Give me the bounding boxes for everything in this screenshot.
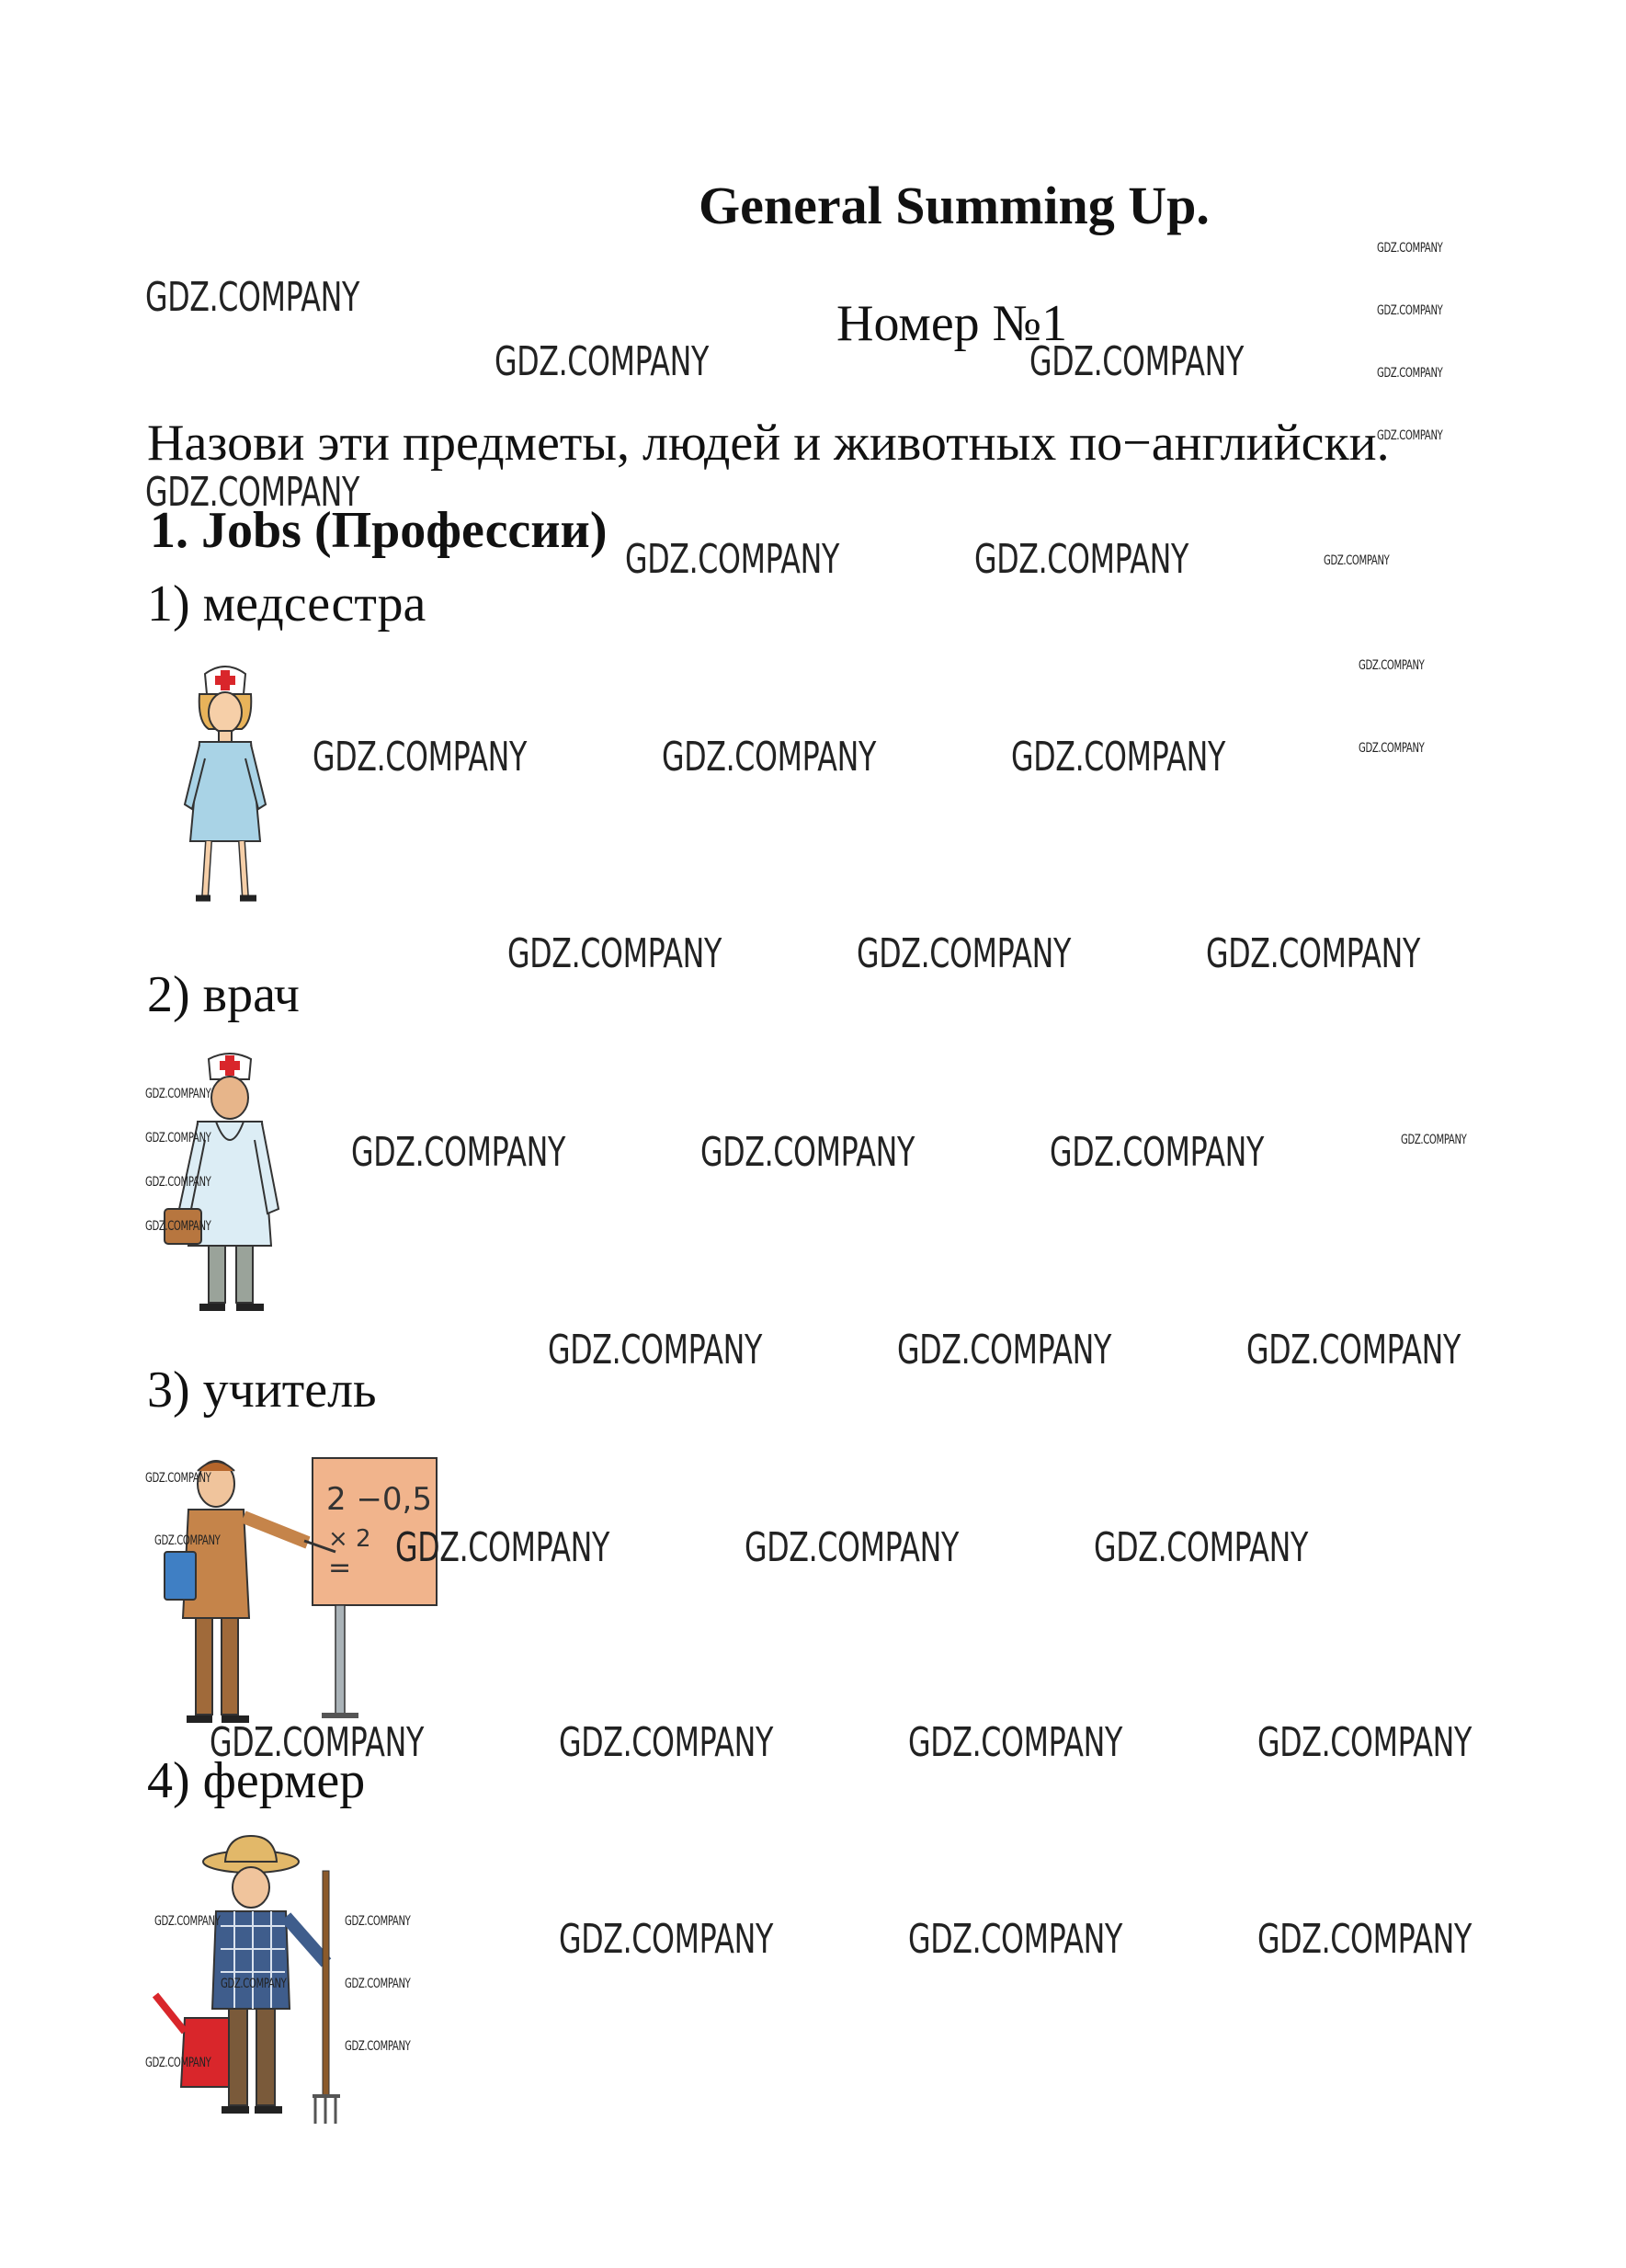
page-title: General Summing Up. [699,176,1210,235]
board-line-3: = [328,1552,352,1584]
watermark: GDZ.COMPANY [1257,1916,1472,1963]
watermark: GDZ.COMPANY [1359,741,1425,756]
watermark: GDZ.COMPANY [1324,553,1390,568]
watermark: GDZ.COMPANY [908,1916,1122,1963]
watermark: GDZ.COMPANY [313,734,527,781]
watermark: GDZ.COMPANY [1377,241,1443,256]
watermark: GDZ.COMPANY [145,469,359,516]
watermark: GDZ.COMPANY [345,1977,411,1991]
watermark: GDZ.COMPANY [897,1327,1111,1373]
watermark: GDZ.COMPANY [145,1471,211,1486]
watermark: GDZ.COMPANY [154,1914,221,1929]
watermark: GDZ.COMPANY [1206,930,1420,977]
watermark: GDZ.COMPANY [351,1129,565,1176]
watermark: GDZ.COMPANY [345,2039,411,2054]
watermark: GDZ.COMPANY [495,338,709,385]
watermark: GDZ.COMPANY [1401,1133,1467,1147]
watermark: GDZ.COMPANY [1257,1719,1472,1766]
watermark: GDZ.COMPANY [1246,1327,1461,1373]
watermark: GDZ.COMPANY [1029,338,1244,385]
teacher-illustration [152,1443,455,1733]
watermark: GDZ.COMPANY [1094,1524,1308,1571]
watermark: GDZ.COMPANY [908,1719,1122,1766]
watermark: GDZ.COMPANY [145,274,359,321]
watermark: GDZ.COMPANY [662,734,876,781]
nurse-illustration [152,657,299,933]
watermark: GDZ.COMPANY [1011,734,1225,781]
watermark: GDZ.COMPANY [857,930,1071,977]
watermark: GDZ.COMPANY [145,1175,211,1190]
item-label-nurse: 1) медсестра [147,576,426,633]
section-heading: 1. Jobs (Профессии) [150,502,608,559]
item-label-teacher: 3) учитель [147,1362,377,1419]
watermark: GDZ.COMPANY [625,536,839,583]
watermark: GDZ.COMPANY [145,1219,211,1234]
exercise-number: Номер №1 [836,295,1068,352]
watermark: GDZ.COMPANY [210,1719,424,1766]
watermark: GDZ.COMPANY [548,1327,762,1373]
watermark: GDZ.COMPANY [1377,428,1443,443]
item-label-doctor: 2) врач [147,966,300,1023]
watermark: GDZ.COMPANY [154,1533,221,1548]
watermark: GDZ.COMPANY [145,1131,211,1145]
watermark: GDZ.COMPANY [395,1524,609,1571]
board-line-2: × 2 [328,1525,371,1553]
instruction-text: Назови эти предметы, людей и животных по−английски. [147,415,1390,472]
watermark: GDZ.COMPANY [974,536,1188,583]
item-label-farmer: 4) фермер [147,1752,366,1809]
watermark: GDZ.COMPANY [507,930,722,977]
watermark: GDZ.COMPANY [221,1977,287,1991]
watermark: GDZ.COMPANY [559,1916,773,1963]
board-line-1: 2 −0,5 [326,1481,432,1518]
watermark: GDZ.COMPANY [1377,366,1443,381]
watermark: GDZ.COMPANY [145,2056,211,2070]
watermark: GDZ.COMPANY [745,1524,959,1571]
watermark: GDZ.COMPANY [1377,303,1443,318]
watermark: GDZ.COMPANY [145,1087,211,1101]
watermark: GDZ.COMPANY [700,1129,915,1176]
watermark: GDZ.COMPANY [559,1719,773,1766]
watermark: GDZ.COMPANY [1050,1129,1264,1176]
watermark: GDZ.COMPANY [345,1914,411,1929]
watermark: GDZ.COMPANY [1359,658,1425,673]
